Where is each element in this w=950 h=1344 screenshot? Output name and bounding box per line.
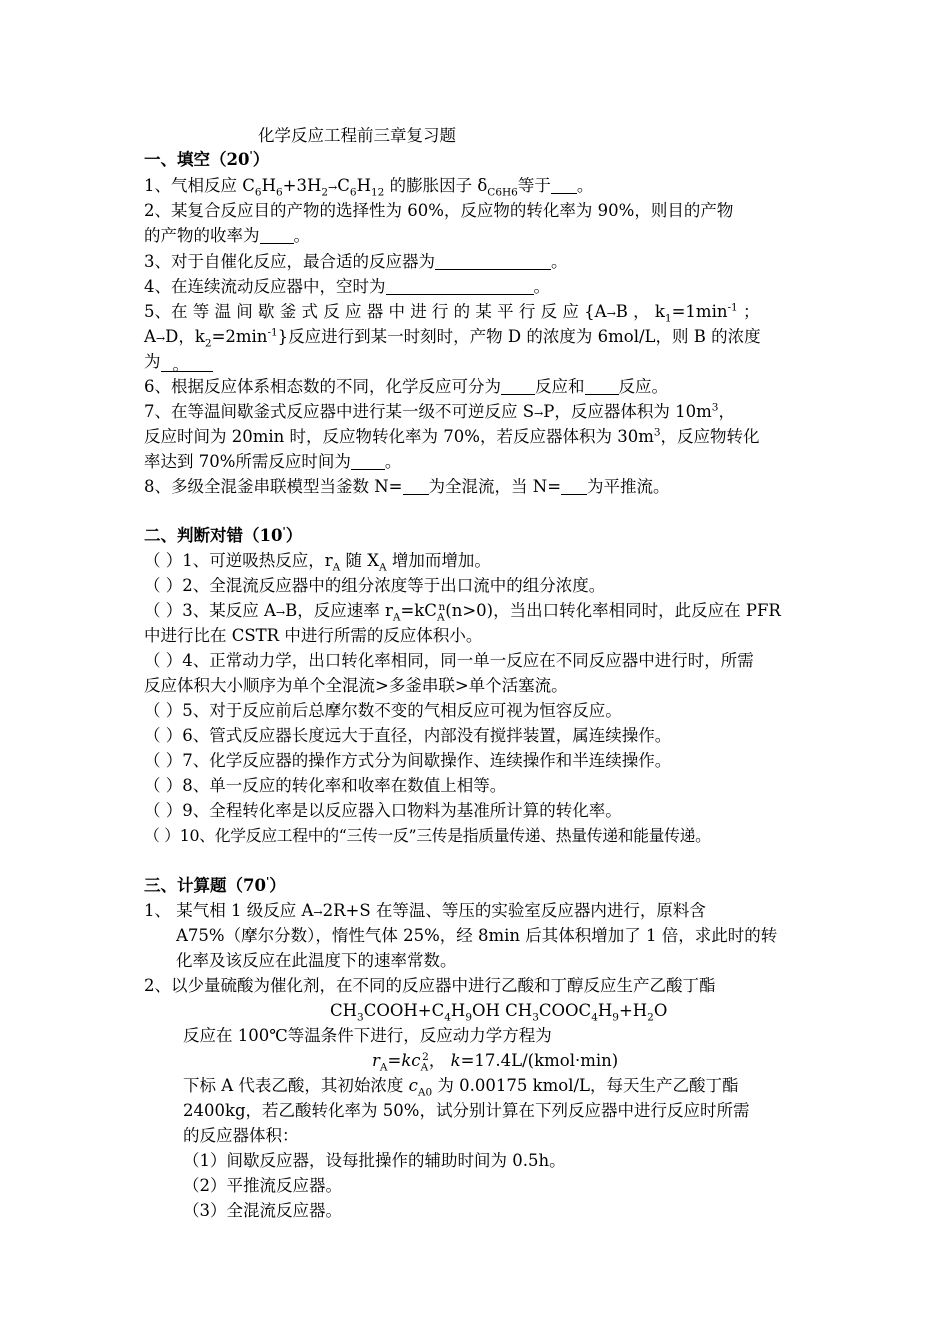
q6-blank-1[interactable] bbox=[501, 378, 535, 395]
judge-item-3-cont: 中进行比在 CSTR 中进行所需的反应体积小。 bbox=[144, 626, 483, 645]
q8-blank-2[interactable] bbox=[561, 478, 587, 495]
q3-blank[interactable] bbox=[435, 253, 551, 270]
problem-2-line-3: 下标 A 代表乙酸，其初始浓度 $c_{A0}$ 为 0.00175 kmol/L，每天生产乙酸丁酯 bbox=[183, 1076, 739, 1099]
q2-line-2: 的产物的收率为 。 bbox=[144, 226, 310, 245]
judge-item-4-cont: 反应体积大小顺序为单个全混流>多釜串联>单个活塞流。 bbox=[144, 676, 568, 695]
subquestion-3: （3）全混流反应器。 bbox=[183, 1201, 342, 1220]
q4-blank[interactable] bbox=[386, 278, 534, 295]
q7-line-2: 反应时间为 20min 时，反应物转化率为 70%，若反应器体积为 $30m^3$，反应物转化 bbox=[144, 426, 760, 446]
q7-line-1: 7、在等温间歇釜式反应器中进行某一级不可逆反应 S→P，反应器体积为 $10m^3$， bbox=[144, 401, 735, 421]
problem-1-line-2: A75%（摩尔分数），惰性气体 25%，经 8min 后其体积增加了 1 倍，求此时的转 bbox=[176, 926, 778, 945]
reaction-equation: $CH_3COOH+C_4H_9OH$ $CH_3COOC_4H_9+H_2O$ bbox=[330, 1001, 668, 1024]
q5-blank[interactable]: 。 bbox=[161, 355, 213, 372]
q3-line: 3、对于自催化反应，最合适的反应器为 。 bbox=[144, 252, 568, 271]
problem-2-line-4: 2400kg，若乙酸转化率为 50%，试分别计算在下列反应器中进行反应时所需 bbox=[183, 1101, 750, 1120]
rate-equation: $r_A=kc_A^2$， k=17.4L/(kmol·min) bbox=[372, 1050, 619, 1074]
problem-2-line-5: 的反应器体积： bbox=[183, 1126, 299, 1145]
document-title: 化学反应工程前三章复习题 bbox=[258, 126, 456, 145]
q8-line: 8、多级全混釜串联模型当釜数 N= 为全混流，当 N= 为平推流。 bbox=[144, 477, 670, 496]
judge-item-3: （ ）3、某反应 A→B，反应速率 $r_A=kC_A^n(n>0)$，当出口转化率相同时，此反应在 PFR bbox=[144, 600, 781, 624]
section-2-heading: 二、判断对错（10'） bbox=[144, 525, 303, 545]
q7-line-3: 率达到 70%所需反应时间为 。 bbox=[144, 452, 402, 471]
q2-blank[interactable] bbox=[260, 227, 294, 244]
q2-line-1: 2、某复合反应目的产物的选择性为 60%，反应物的转化率为 90%，则目的产物 bbox=[144, 201, 734, 220]
q6-line: 6、根据反应体系相态数的不同，化学反应可分为 反应和 反应。 bbox=[144, 377, 668, 396]
problem-2-line-1: 2、以少量硫酸为催化剂，在不同的反应器中进行乙酸和丁醇反应生产乙酸丁酯 bbox=[144, 976, 716, 995]
judge-item-6: （ ）6、管式反应器长度远大于直径，内部没有搅拌装置，属连续操作。 bbox=[144, 726, 672, 745]
q8-blank-1[interactable] bbox=[403, 478, 429, 495]
judge-item-8: （ ）8、单一反应的转化率和收率在数值上相等。 bbox=[144, 776, 507, 795]
subquestion-2: （2）平推流反应器。 bbox=[183, 1176, 342, 1195]
q7-blank[interactable] bbox=[351, 453, 385, 470]
problem-2-line-2: 反应在 100℃等温条件下进行，反应动力学方程为 bbox=[183, 1026, 552, 1045]
judge-item-2: （ ）2、全混流反应器中的组分浓度等于出口流中的组分浓度。 bbox=[144, 576, 606, 595]
judge-item-1: （ ）1、可逆吸热反应，$r_A$ 随 $X_A$ 增加而增加。 bbox=[144, 551, 491, 574]
q6-blank-2[interactable] bbox=[585, 378, 619, 395]
q5-line-1: 5、在 等 温 间 歇 釜 式 反 应 器 中 进 行 的 某 平 行 反 应 {A→B ， $k_1=1\min^{-1}$ ； bbox=[144, 301, 760, 325]
section-1-heading: 一、填空（20'） bbox=[144, 149, 270, 169]
judge-item-10: （ ）10、化学反应工程中的“三传一反”三传是指质量传递、热量传递和能量传递。 bbox=[144, 826, 711, 845]
q5-line-2: A→D，$k_2=2\min^{-1}$}反应进行到某一时刻时，产物 D 的浓度为 6mol/L，则 B 的浓度 bbox=[144, 326, 761, 350]
q4-line: 4、在连续流动反应器中，空时为 。 bbox=[144, 277, 550, 296]
section-3-heading: 三、计算题（70'） bbox=[144, 875, 286, 895]
q1-blank[interactable] bbox=[551, 177, 577, 194]
problem-1-line-1: 1、 某气相 1 级反应 A→2R+S 在等温、等压的实验室反应器内进行，原料含 bbox=[144, 901, 706, 920]
problem-1-line-3: 化率及该反应在此温度下的速率常数。 bbox=[176, 951, 457, 970]
q1-line: 1、气相反应 $C_6H_6+3H_2\to C_6H_{12}$ 的膨胀因子 $\delta_{C6H6}$等于 。 bbox=[144, 176, 594, 199]
judge-item-7: （ ）7、化学反应器的操作方式分为间歇操作、连续操作和半连续操作。 bbox=[144, 751, 672, 770]
q5-line-3: 为 。 bbox=[144, 352, 213, 372]
judge-item-4: （ ）4、正常动力学，出口转化率相同，同一单一反应在不同反应器中进行时，所需 bbox=[144, 651, 754, 670]
subquestion-1: （1）间歇反应器，设每批操作的辅助时间为 0.5h。 bbox=[183, 1151, 566, 1170]
judge-item-5: （ ）5、对于反应前后总摩尔数不变的气相反应可视为恒容反应。 bbox=[144, 701, 622, 720]
judge-item-9: （ ）9、全程转化率是以反应器入口物料为基准所计算的转化率。 bbox=[144, 801, 622, 820]
